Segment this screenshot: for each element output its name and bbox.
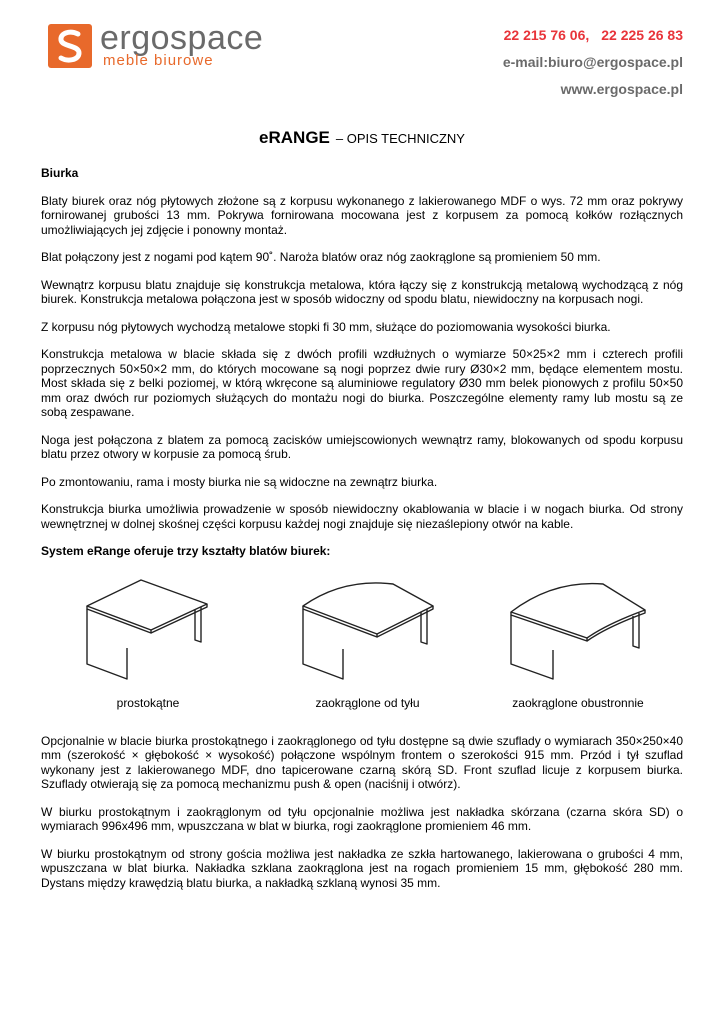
shape-label: prostokątne (116, 695, 180, 710)
paragraph: Z korpusu nóg płytowych wychodzą metalowe stopki fi 30 mm, służące do poziomowania wysokości biurka. (41, 319, 611, 334)
paragraph: Wewnątrz korpusu blatu znajduje się konstrukcja metalowa, która łączy się z konstrukcją metalową wychodzącą z nóg biurek. Konstrukcja metalowa połączona jest w sposób widoczny od spodu blatu, niewidoczny na korpusach nogi. (41, 277, 683, 306)
title-main: eRANGE (259, 128, 330, 147)
desk-shape-rounded-back (295, 572, 440, 711)
phone-number-1[interactable]: 22 215 76 06, (503, 27, 590, 43)
document-body (41, 166, 683, 903)
title-subtitle: – OPIS TECHNICZNY (335, 131, 465, 146)
section-title: Biurka (41, 166, 79, 180)
phone-number-2[interactable]: 22 225 26 83 (601, 27, 683, 43)
paragraph: Blaty biurek oraz nóg płytowych złożone są z korpusu wykonanego z lakierowanego MDF o wys. 72 mm oraz pokrywy fornirowanej grubości 13 mm. Pokrywa fornirowana mocowana jest z korpusem za pomocą kołków rozłącznych umożliwiających jej zdjęcie i ponowny montaż. (41, 193, 683, 237)
paragraph: Blat połączony jest z nogami pod kątem 90˚. Naroża blatów oraz nóg zaokrąglone są promieniem 50 mm. (41, 250, 601, 264)
website-link[interactable]: www.ergospace.pl (560, 81, 683, 97)
desk-shape-rounded-both (503, 572, 653, 711)
company-logo (48, 19, 278, 70)
document-title (0, 128, 724, 148)
contact-block (503, 26, 683, 98)
paragraph: Konstrukcja metalowa w blacie składa się z dwóch profili wzdłużnych o wymiarze 50×25×2 mm i czterech profili poprzecznych 50×50×2 mm, do których mocowane są nogi poprzez dwie rury Ø30×2 mm, będące elementem mostu. Most składa się z belki poziomej, w którą wkręcone są aluminiowe regulatory Ø30 mm belek pionowych z profilu 50×50 mm oraz dwóch rur poziomych służących do montażu nogi do biurka. Poszczególne elementy ramy lub mostu są ze sobą zespawane. (41, 347, 683, 419)
rectangular-desk-icon (81, 572, 215, 682)
paragraph: Noga jest połączona z blatem za pomocą zacisków umiejscowionych wewnątrz ramy, blokowanych od spodu korpusu blatu przez otwory w korpusie za pomocą śrub. (41, 432, 683, 461)
paragraph: Po zmontowaniu, rama i mosty biurka nie są widoczne na zewnątrz biurka. (41, 474, 438, 489)
shape-label: zaokrąglone obustronnie (512, 695, 644, 710)
shape-label: zaokrąglone od tyłu (315, 695, 420, 710)
brand-tagline: meble biurowe (103, 52, 214, 69)
logo-mark-icon (48, 24, 92, 68)
paragraph: W biurku prostokątnym i zaokrąglonym od tyłu opcjonalnie możliwa jest nakładka skórzana (czarna skóra SD) o wymiarach 996x496 mm, wpuszczana w blat w biurka, rogi zaokrąglone promieniem 46 mm. (41, 804, 683, 833)
rounded-back-desk-icon (295, 572, 440, 682)
paragraph: W biurku prostokątnym od strony gościa możliwa jest nakładka ze szkła hartowanego, lakierowana o grubości 4 mm, wpuszczana w blat biurka. Nakładka szklana zaokrąglona jest na rogach promieniem 15 mm, głębokość 280 mm. Dystans między krawędzią blatu biurka, a nakładką szklaną wynosi 35 mm. (41, 846, 683, 890)
phone-numbers (503, 26, 683, 44)
paragraph: Konstrukcja biurka umożliwia prowadzenie w sposób niewidoczny okablowania w blacie i w nogach biurka. Od strony wewnętrznej w dolnej skośnej części korpusu każdej nogi znajduje się niezaślepiony otwór na kable. (41, 502, 683, 531)
paragraph: Opcjonalnie w blacie biurka prostokątnego i zaokrąglonego od tyłu dostępne są dwie szuflady o wymiarach 350×250×40 mm (szerokość × głębokość × wysokość) połączone wspólnym frontem o szerokości 915 mm. Przód i tył szuflad wykonany jest z lakierowanego MDF, dno tapicerowane czarną skórą SD. Front szuflad licuje z korpusem biurka. Szuflady otwierają się za pomocą mechanizmu push & open (naciśnij i otwórz). (41, 733, 683, 791)
desk-shapes-figures (41, 572, 683, 722)
desk-shape-rectangular (81, 572, 215, 711)
email-link[interactable]: e-mail:biuro@ergospace.pl (502, 54, 683, 70)
shapes-heading: System eRange oferuje trzy kształty blatów biurek: (41, 544, 331, 558)
rounded-both-desk-icon (503, 572, 653, 682)
brand-name: ergospace (100, 19, 264, 57)
